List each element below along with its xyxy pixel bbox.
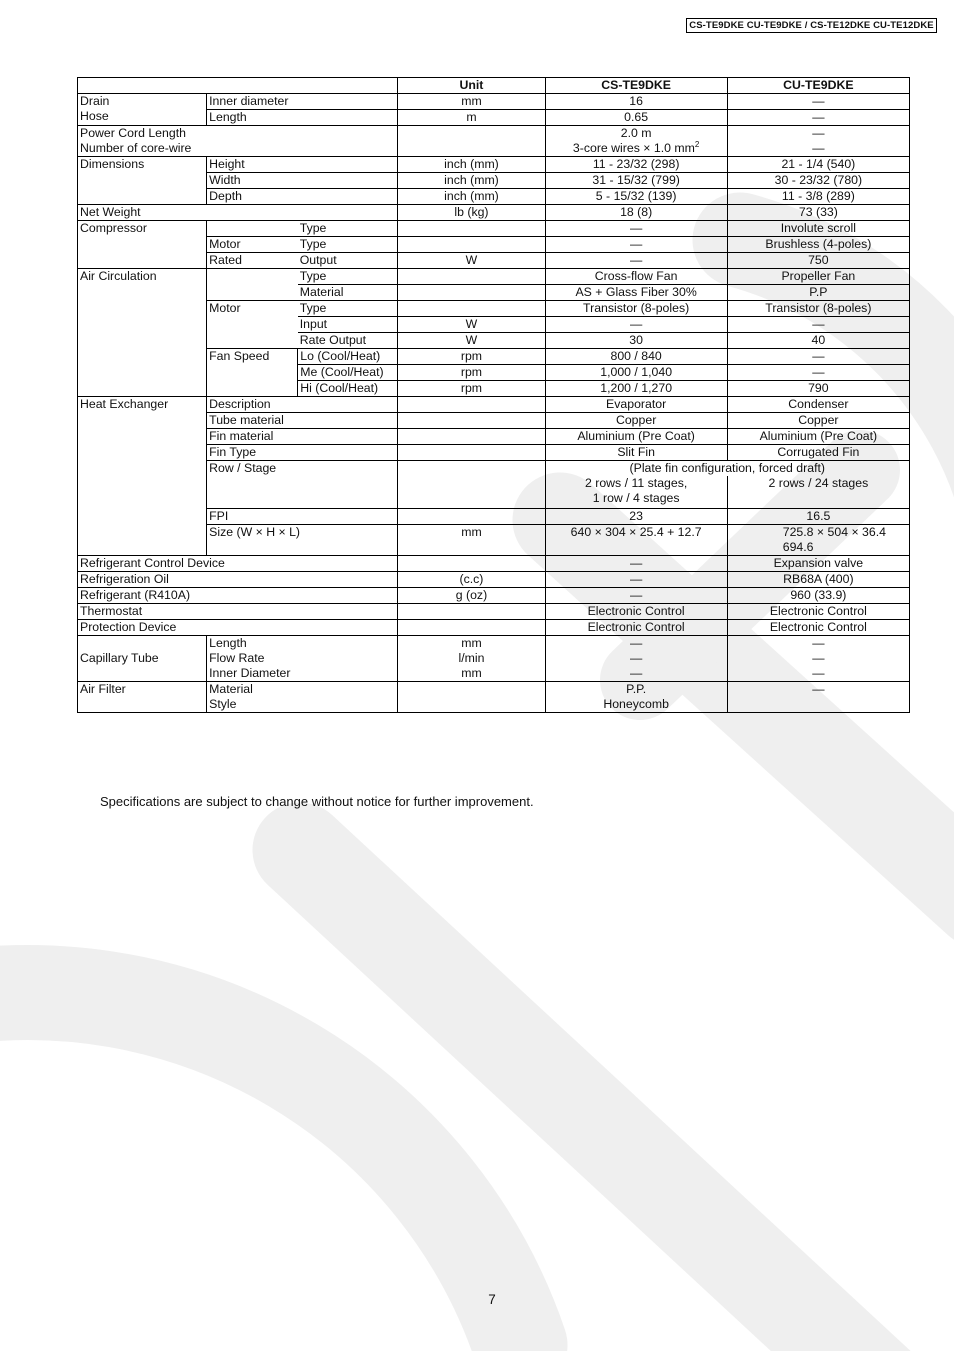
capillary-sub-labels — [207, 636, 398, 682]
drain-label: Drain — [80, 94, 110, 108]
fan-lo-indoor: 800 / 840 — [545, 349, 727, 365]
compressor-type-indoor: — — [545, 221, 727, 237]
compressor-blank — [207, 221, 298, 237]
refrigeration-oil-unit: (c.c) — [398, 572, 545, 588]
core-wire-label: Number of core-wire — [80, 141, 192, 155]
table-row — [78, 157, 910, 173]
compressor-rated-label: Rated — [207, 253, 298, 269]
row-stage-label: Row / Stage — [207, 461, 398, 509]
compressor-type-unit — [398, 221, 545, 237]
capillary-indoor — [545, 636, 727, 682]
header-unit: Unit — [398, 78, 545, 94]
power-cord-indoor — [545, 126, 727, 157]
refrigeration-oil-outdoor: RB68A (400) — [727, 572, 909, 588]
net-weight-unit: lb (kg) — [398, 205, 545, 221]
table-header-row — [78, 78, 910, 94]
header-outdoor-model: CU-TE9DKE — [727, 78, 909, 94]
compressor-type-label: Type — [298, 221, 398, 237]
fpi-label: FPI — [207, 509, 398, 525]
fin-material-unit — [398, 429, 545, 445]
description-unit — [398, 397, 545, 413]
protection-device-label: Protection Device — [78, 620, 398, 636]
fan-lo-outdoor: — — [727, 349, 909, 365]
net-weight-outdoor: 73 (33) — [727, 205, 909, 221]
refrigerant-control-outdoor: Expansion valve — [727, 556, 909, 572]
compressor-output-unit: W — [398, 253, 545, 269]
inner-diameter-indoor: 16 — [545, 94, 727, 110]
size-label: Size (W × H × L) — [207, 525, 398, 556]
compressor-output-outdoor: 750 — [727, 253, 909, 269]
description-outdoor: Condenser — [727, 397, 909, 413]
capillary-units — [398, 636, 545, 682]
compressor-motor-outdoor: Brushless (4-poles) — [727, 237, 909, 253]
fan-lo-label: Lo (Cool/Heat) — [298, 349, 398, 365]
capillary-unit-1: mm — [461, 636, 482, 650]
refrigerant-unit: g (oz) — [398, 588, 545, 604]
inner-diameter-unit: mm — [398, 94, 545, 110]
air-circulation-label: Air Circulation — [78, 269, 207, 397]
fan-hi-outdoor: 790 — [727, 381, 909, 397]
fan-hi-unit: rpm — [398, 381, 545, 397]
air-input-outdoor: — — [727, 317, 909, 333]
width-outdoor: 30 - 23/32 (780) — [727, 173, 909, 189]
protection-device-unit — [398, 620, 545, 636]
size-indoor: 640 × 304 × 25.4 + 12.7 — [545, 525, 727, 556]
width-label: Width — [207, 173, 398, 189]
header-blank-cell — [78, 78, 398, 94]
air-motor-indoor: Transistor (8-poles) — [545, 301, 727, 317]
depth-outdoor: 11 - 3/8 (289) — [727, 189, 909, 205]
height-outdoor: 21 - 1/4 (540) — [727, 157, 909, 173]
fan-me-indoor: 1,000 / 1,040 — [545, 365, 727, 381]
compressor-motor-type-label: Type — [298, 237, 398, 253]
air-material-blank — [207, 285, 298, 301]
power-cord-length-label: Power Cord Length — [80, 126, 186, 140]
capillary-outdoor-2: — — [812, 651, 825, 665]
header-indoor-model: CS-TE9DKE — [545, 78, 727, 94]
table-row — [78, 572, 910, 588]
power-cord-label — [78, 126, 398, 157]
thermostat-unit — [398, 604, 545, 620]
power-cord-outdoor — [727, 126, 909, 157]
air-type-indoor: Cross-flow Fan — [545, 269, 727, 285]
compressor-motor-unit — [398, 237, 545, 253]
air-motor-label: Motor — [207, 301, 298, 317]
specification-table — [77, 77, 910, 713]
size-outdoor — [727, 525, 909, 556]
description-label: Description — [207, 397, 398, 413]
capillary-indoor-1: — — [629, 636, 643, 650]
hose-label: Hose — [80, 109, 109, 123]
refrigerant-label: Refrigerant (R410A) — [78, 588, 398, 604]
heat-exchanger-label: Heat Exchanger — [78, 397, 207, 556]
capillary-length-label: Length — [209, 636, 247, 650]
power-cord-superscript: 2 — [694, 139, 700, 149]
capillary-outdoor-1: — — [812, 636, 825, 650]
capillary-flow-label: Flow Rate — [209, 651, 265, 665]
fan-me-label: Me (Cool/Heat) — [298, 365, 398, 381]
specification-note: Specifications are subject to change without notice for further improvement. — [100, 794, 534, 809]
fin-material-outdoor: Aluminium (Pre Coat) — [727, 429, 909, 445]
air-motor-type-label: Type — [298, 301, 398, 317]
fin-type-outdoor: Corrugated Fin — [727, 445, 909, 461]
fin-material-indoor: Aluminium (Pre Coat) — [545, 429, 727, 445]
net-weight-indoor: 18 (8) — [545, 205, 727, 221]
tube-material-outdoor: Copper — [727, 413, 909, 429]
height-unit: inch (mm) — [398, 157, 545, 173]
power-cord-outdoor-2: — — [812, 141, 825, 155]
fin-material-label: Fin material — [207, 429, 398, 445]
table-row — [78, 205, 910, 221]
air-rate-output-label: Rate Output — [298, 333, 398, 349]
size-outdoor-1: 725.8 × 504 × 36.4 — [782, 525, 886, 539]
row-stage-unit — [398, 461, 545, 509]
air-filter-outdoor: — — [727, 682, 909, 713]
depth-unit: inch (mm) — [398, 189, 545, 205]
fan-me-unit: rpm — [398, 365, 545, 381]
capillary-indoor-3: — — [629, 666, 643, 680]
width-indoor: 31 - 15/32 (799) — [545, 173, 727, 189]
tube-material-label: Tube material — [207, 413, 398, 429]
air-filter-indoor-2: Honeycomb — [603, 697, 669, 711]
fpi-unit — [398, 509, 545, 525]
hose-length-label: Length — [207, 110, 398, 126]
hose-length-indoor: 0.65 — [545, 110, 727, 126]
power-cord-unit — [398, 126, 545, 157]
size-unit: mm — [398, 525, 545, 556]
fan-me-outdoor: — — [727, 365, 909, 381]
capillary-outdoor — [727, 636, 909, 682]
inner-diameter-label: Inner diameter — [207, 94, 398, 110]
air-input-blank — [207, 317, 298, 333]
drain-hose-label — [78, 94, 207, 126]
net-weight-label: Net Weight — [78, 205, 398, 221]
width-unit: inch (mm) — [398, 173, 545, 189]
air-filter-indoor-1: P.P. — [626, 682, 647, 696]
table-row — [78, 397, 910, 413]
air-motor-unit — [398, 301, 545, 317]
compressor-type-outdoor: Involute scroll — [727, 221, 909, 237]
air-filter-indoor — [545, 682, 727, 713]
height-label: Height — [207, 157, 398, 173]
fan-speed-label: Fan Speed — [207, 349, 298, 397]
fpi-outdoor: 16.5 — [727, 509, 909, 525]
thermostat-indoor: Electronic Control — [545, 604, 727, 620]
air-rate-output-unit: W — [398, 333, 545, 349]
height-indoor: 11 - 23/32 (298) — [545, 157, 727, 173]
row-stage-indoor-1: 2 rows / 11 stages, — [584, 476, 688, 490]
power-cord-indoor-length: 2.0 m — [620, 126, 652, 140]
refrigerant-control-unit — [398, 556, 545, 572]
refrigerant-outdoor: 960 (33.9) — [727, 588, 909, 604]
compressor-motor-label: Motor — [207, 237, 298, 253]
air-filter-sub-labels — [207, 682, 398, 713]
air-motor-outdoor: Transistor (8-poles) — [727, 301, 909, 317]
refrigeration-oil-indoor: — — [545, 572, 727, 588]
row-stage-outdoor: 2 rows / 24 stages — [727, 476, 909, 509]
table-row — [78, 126, 910, 157]
fin-type-label: Fin Type — [207, 445, 398, 461]
protection-device-outdoor: Electronic Control — [727, 620, 909, 636]
description-indoor: Evaporator — [545, 397, 727, 413]
refrigerant-control-label: Refrigerant Control Device — [78, 556, 398, 572]
thermostat-label: Thermostat — [78, 604, 398, 620]
air-input-label: Input — [298, 317, 398, 333]
power-cord-outdoor-1: — — [812, 126, 825, 140]
hose-length-unit: m — [398, 110, 545, 126]
air-filter-unit — [398, 682, 545, 713]
tube-material-unit — [398, 413, 545, 429]
row-stage-indoor-2: 1 row / 4 stages — [592, 491, 680, 505]
page-number: 7 — [488, 1292, 496, 1307]
power-cord-indoor-wires: 3-core wires × 1.0 mm — [572, 141, 695, 155]
table-row — [78, 588, 910, 604]
table-row — [78, 604, 910, 620]
inner-diameter-outdoor: — — [727, 94, 909, 110]
table-row — [78, 269, 910, 285]
fpi-indoor: 23 — [545, 509, 727, 525]
air-type-blank — [207, 269, 298, 285]
table-row — [78, 94, 910, 110]
capillary-tube-label: Capillary Tube — [78, 636, 207, 682]
fan-hi-label: Hi (Cool/Heat) — [298, 381, 398, 397]
table-row — [78, 636, 910, 682]
row-stage-note: (Plate fin configuration, forced draft) — [545, 461, 909, 477]
fin-type-unit — [398, 445, 545, 461]
air-filter-material-label: Material — [209, 682, 253, 696]
air-material-unit — [398, 285, 545, 301]
table-row — [78, 620, 910, 636]
table-row — [78, 682, 910, 713]
air-rate-output-outdoor: 40 — [727, 333, 909, 349]
air-material-label: Material — [298, 285, 398, 301]
compressor-label: Compressor — [78, 221, 207, 269]
air-filter-label: Air Filter — [78, 682, 207, 713]
model-number-label: CS-TE9DKE CU-TE9DKE / CS-TE12DKE CU-TE12DKE — [686, 18, 937, 33]
compressor-output-label: Output — [298, 253, 398, 269]
capillary-unit-2: l/min — [458, 651, 485, 665]
air-input-indoor: — — [545, 317, 727, 333]
protection-device-indoor: Electronic Control — [545, 620, 727, 636]
dimensions-label: Dimensions — [78, 157, 207, 205]
air-rate-output-indoor: 30 — [545, 333, 727, 349]
air-type-unit — [398, 269, 545, 285]
table-row — [78, 221, 910, 237]
row-stage-indoor — [545, 476, 727, 509]
capillary-outdoor-3: — — [812, 666, 825, 680]
compressor-output-indoor: — — [545, 253, 727, 269]
tube-material-indoor: Copper — [545, 413, 727, 429]
air-type-outdoor: Propeller Fan — [727, 269, 909, 285]
fan-hi-indoor: 1,200 / 1,270 — [545, 381, 727, 397]
size-outdoor-2: 694.6 — [782, 540, 814, 554]
depth-label: Depth — [207, 189, 398, 205]
table-row — [78, 556, 910, 572]
capillary-unit-3: mm — [461, 666, 482, 680]
refrigerant-control-indoor: — — [545, 556, 727, 572]
capillary-indoor-2: — — [629, 651, 643, 665]
hose-length-outdoor: — — [727, 110, 909, 126]
fin-type-indoor: Slit Fin — [545, 445, 727, 461]
air-material-outdoor: P.P — [727, 285, 909, 301]
fan-lo-unit: rpm — [398, 349, 545, 365]
air-material-indoor: AS + Glass Fiber 30% — [545, 285, 727, 301]
air-type-label: Type — [298, 269, 398, 285]
refrigeration-oil-label: Refrigeration Oil — [78, 572, 398, 588]
refrigerant-indoor: — — [545, 588, 727, 604]
capillary-diameter-label: Inner Diameter — [209, 666, 291, 680]
depth-indoor: 5 - 15/32 (139) — [545, 189, 727, 205]
compressor-motor-indoor: — — [545, 237, 727, 253]
air-input-unit: W — [398, 317, 545, 333]
air-filter-style-label: Style — [209, 697, 237, 711]
air-rate-blank — [207, 333, 298, 349]
thermostat-outdoor: Electronic Control — [727, 604, 909, 620]
